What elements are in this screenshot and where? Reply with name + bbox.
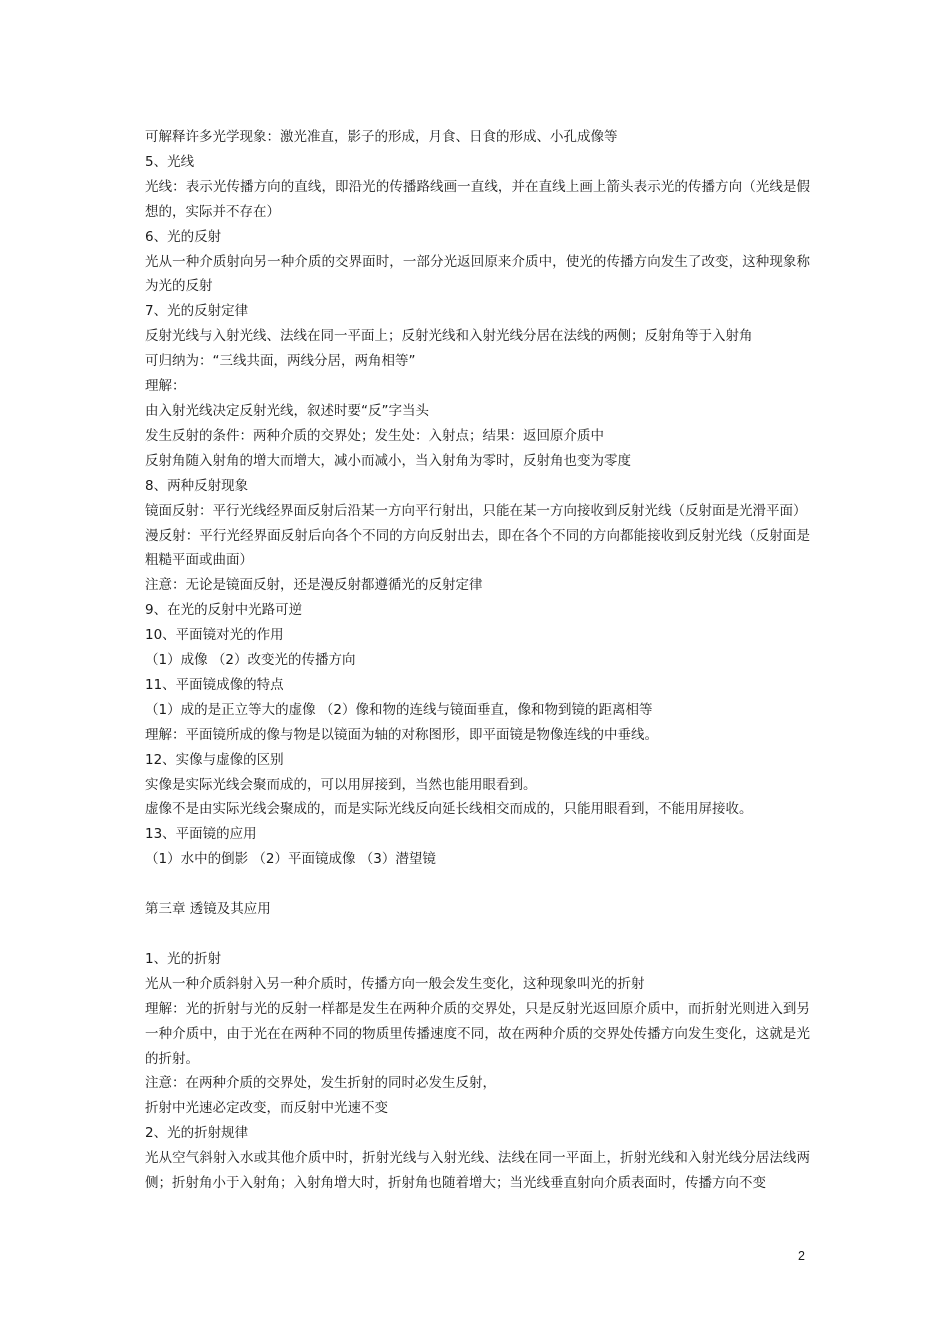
section-heading: 12、实像与虚像的区别 (145, 751, 284, 768)
body-text: 实像是实际光线会聚而成的，可以用屏接到，当然也能用眼看到。 (145, 776, 537, 793)
body-text: 发生反射的条件：两种介质的交界处；发生处：入射点；结果：返回原介质中 (145, 427, 604, 444)
body-text: 光线：表示光传播方向的直线，即沿光的传播路线画一直线，并在直线上画上箭头表示光的传播方向（光线是假想的，实际并不存在） (145, 178, 810, 220)
body-text: 注意：在两种介质的交界处，发生折射的同时必发生反射， (145, 1075, 496, 1092)
section-heading: 6、光的反射 (145, 228, 222, 245)
body-text: 光从一种介质斜射入另一种介质时，传播方向一般会发生变化，这种现象叫光的折射 (145, 975, 645, 992)
body-text: （1）成像 （2）改变光的传播方向 (145, 652, 356, 669)
blank-line (145, 922, 810, 947)
body-text: （1）成的是正立等大的虚像 （2）像和物的连线与镜面垂直，像和物到镜的距离相等 (145, 701, 653, 718)
section-heading: 9、在光的反射中光路可逆 (145, 602, 303, 619)
document-body (145, 125, 810, 1196)
body-text: 注意：无论是镜面反射，还是漫反射都遵循光的反射定律 (145, 577, 483, 594)
body-text: 虚像不是由实际光线会聚成的，而是实际光线反向延长线相交而成的，只能用眼看到，不能用屏接收。 (145, 801, 753, 818)
page-number: 2 (798, 1249, 805, 1263)
section-heading: 1、光的折射 (145, 950, 222, 967)
section-heading: 11、平面镜成像的特点 (145, 676, 284, 693)
body-text: （1）水中的倒影 （2）平面镜成像 （3）潜望镜 (145, 851, 436, 868)
body-text: 由入射光线决定反射光线，叙述时要“反”字当头 (145, 402, 429, 419)
body-text: 理解：光的折射与光的反射一样都是发生在两种介质的交界处，只是反射光返回原介质中，而折射光则进入到另一种介质中，由于光在在两种不同的物质里传播速度不同，故在两种介质的交界处传播方向发生变化，这就是光的折射。 (145, 1000, 810, 1067)
section-heading: 2、光的折射规律 (145, 1125, 249, 1142)
chapter-heading: 第三章 透镜及其应用 (145, 901, 271, 918)
body-text: 折射中光速必定改变，而反射中光速不变 (145, 1100, 388, 1117)
section-heading: 7、光的反射定律 (145, 303, 249, 320)
body-text: 理解：平面镜所成的像与物是以镜面为轴的对称图形，即平面镜是物像连线的中垂线。 (145, 726, 658, 743)
body-text: 反射角随入射角的增大而增大，减小而减小，当入射角为零时，反射角也变为零度 (145, 452, 631, 469)
body-text: 理解： (145, 378, 186, 395)
body-text: 镜面反射：平行光线经界面反射后沿某一方向平行射出，只能在某一方向接收到反射光线（反射面是光滑平面） (145, 502, 807, 519)
section-heading: 5、光线 (145, 153, 195, 170)
section-heading: 13、平面镜的应用 (145, 826, 257, 843)
section-heading: 8、两种反射现象 (145, 477, 249, 494)
blank-line (145, 872, 810, 897)
body-text: 漫反射：平行光经界面反射后向各个不同的方向反射出去，即在各个不同的方向都能接收到反射光线（反射面是粗糙平面或曲面） (145, 527, 810, 569)
body-text: 光从一种介质射向另一种介质的交界面时，一部分光返回原来介质中，使光的传播方向发生了改变，这种现象称为光的反射 (145, 253, 810, 295)
body-text: 反射光线与入射光线、法线在同一平面上；反射光线和入射光线分居在法线的两侧；反射角等于入射角 (145, 328, 753, 345)
body-text: 可解释许多光学现象：激光准直，影子的形成，月食、日食的形成、小孔成像等 (145, 129, 618, 145)
body-text: 可归纳为：“三线共面，两线分居，两角相等” (145, 353, 416, 370)
body-text: 光从空气斜射入水或其他介质中时，折射光线与入射光线、法线在同一平面上，折射光线和入射光线分居法线两侧；折射角小于入射角；入射角增大时，折射角也随着增大；当光线垂直射向介质表面时，传播方向不变 (145, 1150, 810, 1192)
section-heading: 10、平面镜对光的作用 (145, 627, 284, 644)
